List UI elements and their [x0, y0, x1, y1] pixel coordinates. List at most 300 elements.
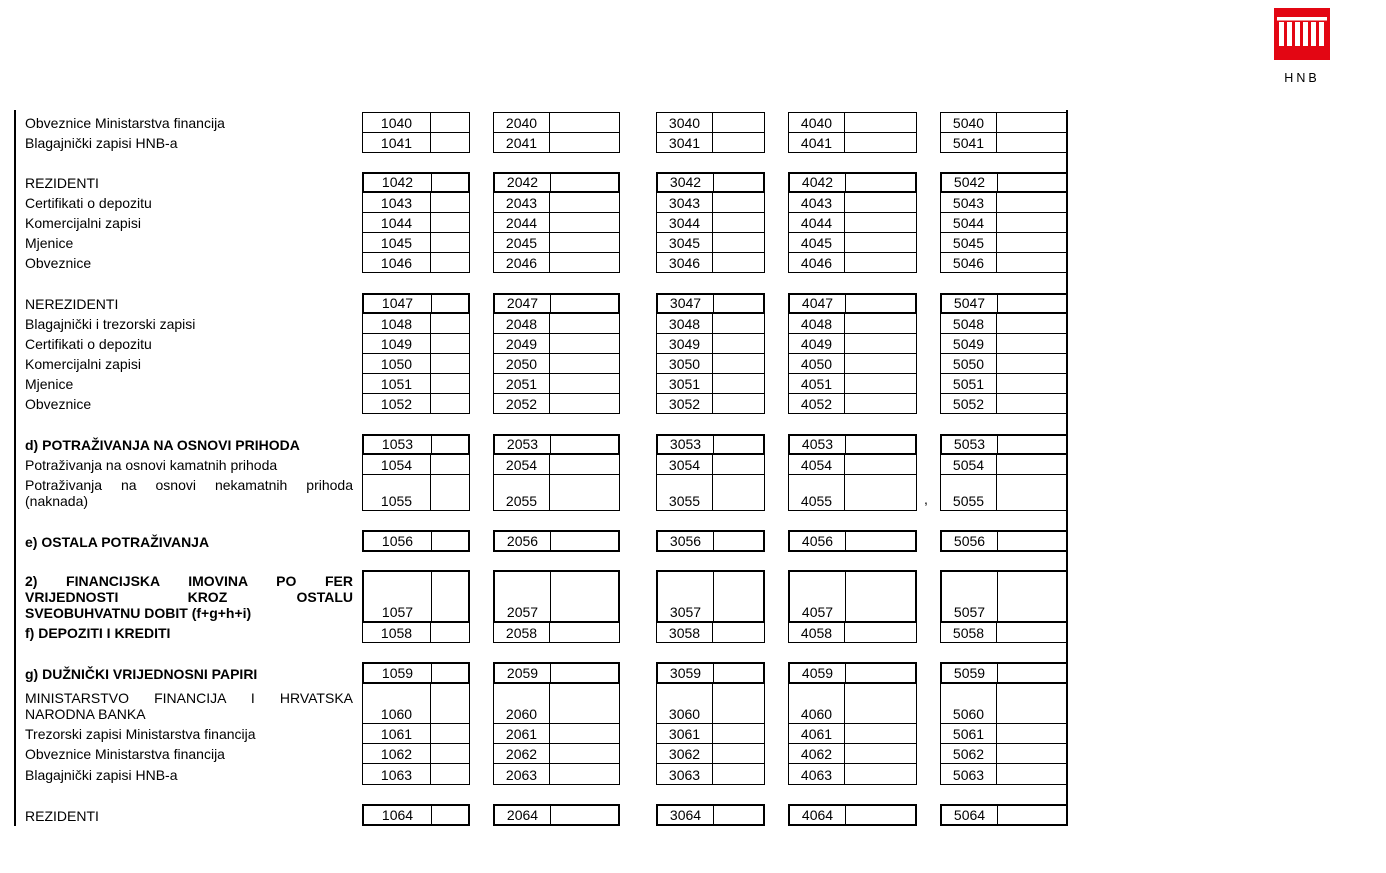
- value-input[interactable]: [551, 295, 618, 312]
- entry-cell[interactable]: [940, 743, 1068, 764]
- entry-cell[interactable]: [493, 454, 620, 475]
- value-input[interactable]: [845, 213, 916, 232]
- value-input[interactable]: [550, 133, 619, 152]
- value-input[interactable]: [845, 764, 916, 784]
- entry-cell[interactable]: [362, 804, 470, 826]
- value-input[interactable]: [713, 314, 764, 333]
- entry-cell[interactable]: [788, 212, 917, 233]
- value-input[interactable]: [714, 572, 763, 621]
- entry-cell[interactable]: [362, 373, 470, 394]
- value-input[interactable]: [997, 374, 1067, 393]
- item-code: 5061: [941, 724, 997, 743]
- item-code: 2064: [495, 806, 551, 824]
- item-code: 1047: [364, 295, 432, 312]
- item-code: 1054: [363, 455, 431, 474]
- value-input[interactable]: [846, 806, 915, 824]
- entry-cell[interactable]: [493, 313, 620, 334]
- entry-cell[interactable]: [493, 393, 620, 414]
- value-input[interactable]: [997, 744, 1067, 763]
- entry-cell[interactable]: [788, 683, 917, 724]
- entry-cell[interactable]: [362, 252, 470, 273]
- entry-cell[interactable]: [788, 434, 917, 455]
- value-input[interactable]: [550, 113, 619, 132]
- entry-cell[interactable]: [493, 353, 620, 374]
- entry-cell[interactable]: [656, 662, 765, 684]
- value-input[interactable]: [846, 174, 915, 191]
- value-input[interactable]: [550, 253, 619, 272]
- value-input[interactable]: [431, 684, 469, 723]
- value-input[interactable]: [714, 806, 763, 824]
- entry-cell[interactable]: [940, 434, 1068, 455]
- entry-cell[interactable]: [940, 333, 1068, 354]
- value-input[interactable]: [551, 174, 618, 191]
- value-input[interactable]: [432, 806, 468, 824]
- item-code: 2047: [495, 295, 551, 312]
- value-input[interactable]: [550, 314, 619, 333]
- entry-cell[interactable]: [940, 192, 1068, 213]
- entry-cell[interactable]: [656, 252, 765, 273]
- entry-cell[interactable]: [940, 530, 1068, 552]
- entry-cell[interactable]: [788, 293, 917, 314]
- value-input[interactable]: [713, 253, 764, 272]
- entry-cell[interactable]: [940, 662, 1068, 684]
- value-input[interactable]: [845, 314, 916, 333]
- value-input[interactable]: [431, 744, 469, 763]
- entry-cell[interactable]: [362, 393, 470, 414]
- entry-cell[interactable]: [940, 454, 1068, 475]
- value-input[interactable]: [998, 664, 1066, 682]
- value-input[interactable]: [997, 334, 1067, 353]
- item-code: 3058: [657, 623, 713, 642]
- item-code: 5041: [941, 133, 997, 152]
- value-input[interactable]: [997, 475, 1067, 510]
- entry-cell[interactable]: [656, 474, 765, 511]
- entry-cell[interactable]: [362, 622, 470, 643]
- entry-cell[interactable]: [656, 723, 765, 744]
- entry-cell[interactable]: [493, 293, 620, 314]
- entry-cell[interactable]: [656, 293, 765, 314]
- value-input[interactable]: [550, 744, 619, 763]
- value-input[interactable]: [845, 193, 916, 212]
- value-input[interactable]: [432, 532, 468, 550]
- row-label: Obveznice Ministarstva financija: [25, 746, 225, 762]
- value-input[interactable]: [846, 532, 915, 550]
- value-input[interactable]: [713, 233, 764, 252]
- value-input[interactable]: [845, 113, 916, 132]
- value-input[interactable]: [713, 623, 764, 642]
- item-code: 3057: [658, 572, 714, 621]
- entry-cell[interactable]: [656, 333, 765, 354]
- entry-cell[interactable]: [362, 132, 470, 153]
- entry-cell[interactable]: [362, 212, 470, 233]
- entry-cell[interactable]: [788, 172, 917, 193]
- value-input[interactable]: [713, 334, 764, 353]
- entry-cell[interactable]: [940, 212, 1068, 233]
- entry-cell[interactable]: [493, 474, 620, 511]
- row-label: [25, 477, 353, 509]
- row-label: Obveznice Ministarstva financija: [25, 115, 225, 131]
- value-input[interactable]: [551, 436, 618, 453]
- value-input[interactable]: [431, 193, 469, 212]
- value-input[interactable]: [713, 113, 764, 132]
- value-input[interactable]: [845, 253, 916, 272]
- entry-cell[interactable]: [362, 333, 470, 354]
- value-input[interactable]: [431, 475, 469, 510]
- value-input[interactable]: [846, 295, 915, 312]
- value-input[interactable]: [431, 623, 469, 642]
- value-input[interactable]: [432, 436, 468, 453]
- entry-cell[interactable]: [788, 530, 917, 552]
- item-code: 4046: [789, 253, 845, 272]
- entry-cell[interactable]: [656, 683, 765, 724]
- value-input[interactable]: [998, 806, 1066, 824]
- item-code: 4058: [789, 623, 845, 642]
- entry-cell[interactable]: [940, 393, 1068, 414]
- item-code: 2046: [494, 253, 550, 272]
- entry-cell[interactable]: [940, 353, 1068, 374]
- entry-cell[interactable]: [493, 570, 620, 623]
- entry-cell[interactable]: [362, 763, 470, 785]
- value-input[interactable]: [431, 113, 469, 132]
- entry-cell[interactable]: [493, 743, 620, 764]
- value-input[interactable]: [432, 295, 468, 312]
- entry-cell[interactable]: [788, 393, 917, 414]
- entry-cell[interactable]: [788, 232, 917, 253]
- value-input[interactable]: [551, 572, 618, 621]
- value-input[interactable]: [551, 532, 618, 550]
- entry-cell[interactable]: [493, 434, 620, 455]
- value-input[interactable]: [997, 623, 1067, 642]
- row-label: Blagajnički zapisi HNB-a: [25, 767, 178, 783]
- entry-cell[interactable]: [362, 662, 470, 684]
- entry-cell[interactable]: [656, 804, 765, 826]
- item-code: 1057: [364, 572, 432, 621]
- value-input[interactable]: [845, 133, 916, 152]
- value-input[interactable]: [431, 314, 469, 333]
- value-input[interactable]: [714, 532, 763, 550]
- value-input[interactable]: [551, 806, 618, 824]
- value-input[interactable]: [845, 744, 916, 763]
- entry-cell[interactable]: [493, 232, 620, 253]
- value-input[interactable]: [550, 394, 619, 413]
- entry-cell[interactable]: [493, 723, 620, 744]
- entry-cell[interactable]: [493, 373, 620, 394]
- item-code: 4042: [790, 174, 846, 191]
- entry-cell[interactable]: [940, 252, 1068, 273]
- value-input[interactable]: [998, 295, 1066, 312]
- entry-cell[interactable]: [362, 454, 470, 475]
- row-label-line: NARODNA BANKA: [25, 706, 146, 722]
- entry-cell[interactable]: [656, 393, 765, 414]
- entry-cell[interactable]: [656, 373, 765, 394]
- value-input[interactable]: [713, 213, 764, 232]
- value-input[interactable]: [713, 193, 764, 212]
- entry-cell[interactable]: [656, 530, 765, 552]
- item-code: 1049: [363, 334, 431, 353]
- entry-cell[interactable]: [656, 743, 765, 764]
- value-input[interactable]: [845, 475, 916, 510]
- item-code: 3051: [657, 374, 713, 393]
- entry-cell[interactable]: [788, 252, 917, 273]
- value-input[interactable]: [431, 374, 469, 393]
- value-input[interactable]: [845, 623, 916, 642]
- value-input[interactable]: [713, 354, 764, 373]
- value-input[interactable]: [550, 233, 619, 252]
- value-input[interactable]: [550, 354, 619, 373]
- entry-cell[interactable]: [362, 723, 470, 744]
- entry-cell[interactable]: [940, 373, 1068, 394]
- value-input[interactable]: [845, 684, 916, 723]
- value-input[interactable]: [997, 133, 1067, 152]
- value-input[interactable]: [431, 394, 469, 413]
- value-input[interactable]: [714, 174, 763, 191]
- value-input[interactable]: [713, 374, 764, 393]
- value-input[interactable]: [997, 193, 1067, 212]
- entry-cell[interactable]: [788, 804, 917, 826]
- item-code: 5049: [941, 334, 997, 353]
- entry-cell[interactable]: [493, 662, 620, 684]
- entry-cell[interactable]: [656, 212, 765, 233]
- value-input[interactable]: [431, 724, 469, 743]
- entry-cell[interactable]: [656, 454, 765, 475]
- value-input[interactable]: [997, 724, 1067, 743]
- entry-cell[interactable]: [656, 192, 765, 213]
- entry-cell[interactable]: [656, 112, 765, 133]
- value-input[interactable]: [550, 684, 619, 723]
- entry-cell[interactable]: [788, 743, 917, 764]
- entry-cell[interactable]: [362, 172, 470, 193]
- item-code: 1061: [363, 724, 431, 743]
- entry-cell[interactable]: [788, 723, 917, 744]
- entry-cell[interactable]: [940, 313, 1068, 334]
- value-input[interactable]: [431, 764, 469, 784]
- value-input[interactable]: [845, 455, 916, 474]
- value-input[interactable]: [550, 455, 619, 474]
- item-code: 5057: [942, 572, 998, 621]
- entry-cell[interactable]: [362, 293, 470, 314]
- entry-cell[interactable]: [940, 112, 1068, 133]
- entry-cell[interactable]: [656, 353, 765, 374]
- entry-cell[interactable]: [493, 622, 620, 643]
- row-label-line: (naknada): [25, 493, 89, 509]
- value-input[interactable]: [845, 354, 916, 373]
- item-code: 5050: [941, 354, 997, 373]
- item-code: 4045: [789, 233, 845, 252]
- value-input[interactable]: [997, 213, 1067, 232]
- entry-cell[interactable]: [788, 454, 917, 475]
- item-code: 1056: [364, 532, 432, 550]
- entry-cell[interactable]: [493, 192, 620, 213]
- entry-cell[interactable]: [940, 293, 1068, 314]
- entry-cell[interactable]: [656, 622, 765, 643]
- entry-cell[interactable]: [788, 132, 917, 153]
- entry-cell[interactable]: [362, 570, 470, 623]
- value-input[interactable]: [845, 334, 916, 353]
- entry-cell[interactable]: [656, 132, 765, 153]
- entry-cell[interactable]: [362, 434, 470, 455]
- item-code: 1040: [363, 113, 431, 132]
- entry-cell[interactable]: [493, 804, 620, 826]
- row-label-line: Potraživanja na osnovi nekamatnih prihoda: [25, 477, 353, 493]
- value-input[interactable]: [431, 213, 469, 232]
- entry-cell[interactable]: [656, 232, 765, 253]
- item-code: 4047: [790, 295, 846, 312]
- value-input[interactable]: [997, 764, 1067, 784]
- row-label: Obveznice: [25, 396, 92, 412]
- value-input[interactable]: [431, 233, 469, 252]
- value-input[interactable]: [713, 394, 764, 413]
- item-code: 3061: [657, 724, 713, 743]
- entry-cell[interactable]: [788, 353, 917, 374]
- entry-cell[interactable]: [940, 570, 1068, 623]
- entry-cell[interactable]: [788, 662, 917, 684]
- value-input[interactable]: [997, 684, 1067, 723]
- entry-cell[interactable]: [788, 570, 917, 623]
- value-input[interactable]: [550, 724, 619, 743]
- entry-cell[interactable]: [940, 723, 1068, 744]
- item-code: 1042: [364, 174, 432, 191]
- entry-cell[interactable]: [788, 112, 917, 133]
- value-input[interactable]: [713, 744, 764, 763]
- entry-cell[interactable]: [940, 622, 1068, 643]
- entry-cell[interactable]: [788, 763, 917, 785]
- value-input[interactable]: [431, 334, 469, 353]
- value-input[interactable]: [997, 394, 1067, 413]
- entry-cell[interactable]: [362, 474, 470, 511]
- entry-cell[interactable]: [362, 232, 470, 253]
- value-input[interactable]: [551, 664, 618, 682]
- value-input[interactable]: [550, 334, 619, 353]
- row-label: f) DEPOZITI I KREDITI: [25, 625, 171, 641]
- value-input[interactable]: [431, 133, 469, 152]
- value-input[interactable]: [846, 572, 915, 621]
- item-code: 4056: [790, 532, 846, 550]
- item-code: 2040: [494, 113, 550, 132]
- value-input[interactable]: [713, 475, 764, 510]
- entry-cell[interactable]: [362, 743, 470, 764]
- entry-cell[interactable]: [940, 474, 1068, 511]
- value-input[interactable]: [998, 572, 1066, 621]
- value-input[interactable]: [998, 174, 1066, 191]
- entry-cell[interactable]: [362, 192, 470, 213]
- value-input[interactable]: [550, 193, 619, 212]
- value-input[interactable]: [550, 213, 619, 232]
- value-input[interactable]: [714, 664, 763, 682]
- value-input[interactable]: [431, 354, 469, 373]
- value-input[interactable]: [845, 394, 916, 413]
- value-input[interactable]: [432, 664, 468, 682]
- entry-cell[interactable]: [362, 683, 470, 724]
- value-input[interactable]: [550, 764, 619, 784]
- entry-cell[interactable]: [940, 172, 1068, 193]
- entry-cell[interactable]: [788, 373, 917, 394]
- value-input[interactable]: [997, 354, 1067, 373]
- entry-cell[interactable]: [493, 132, 620, 153]
- item-code: 3044: [657, 213, 713, 232]
- value-input[interactable]: [713, 724, 764, 743]
- row-label: REZIDENTI: [25, 808, 99, 824]
- item-code: 3054: [657, 455, 713, 474]
- value-input[interactable]: [713, 455, 764, 474]
- entry-cell[interactable]: [362, 313, 470, 334]
- value-input[interactable]: [997, 314, 1067, 333]
- item-code: 4044: [789, 213, 845, 232]
- value-input[interactable]: [431, 455, 469, 474]
- value-input[interactable]: [713, 133, 764, 152]
- row-label-line: SVEOBUHVATNU DOBIT (f+g+h+i): [25, 605, 252, 621]
- entry-cell[interactable]: [656, 763, 765, 785]
- value-input[interactable]: [550, 475, 619, 510]
- entry-cell[interactable]: [493, 530, 620, 552]
- item-code: 2044: [494, 213, 550, 232]
- row-label: Komercijalni zapisi: [25, 356, 141, 372]
- value-input[interactable]: [845, 233, 916, 252]
- entry-cell[interactable]: [493, 212, 620, 233]
- value-input[interactable]: [714, 436, 763, 453]
- value-input[interactable]: [997, 253, 1067, 272]
- value-input[interactable]: [997, 113, 1067, 132]
- value-input[interactable]: [846, 436, 915, 453]
- value-input[interactable]: [845, 374, 916, 393]
- value-input[interactable]: [432, 174, 468, 191]
- entry-cell[interactable]: [493, 172, 620, 193]
- entry-cell[interactable]: [940, 232, 1068, 253]
- entry-cell[interactable]: [493, 763, 620, 785]
- item-code: 1059: [364, 664, 432, 682]
- value-input[interactable]: [713, 764, 764, 784]
- entry-cell[interactable]: [362, 112, 470, 133]
- value-input[interactable]: [714, 295, 763, 312]
- value-input[interactable]: [550, 374, 619, 393]
- entry-cell[interactable]: [788, 313, 917, 334]
- left-margin-line: [14, 110, 16, 826]
- item-code: 1051: [363, 374, 431, 393]
- value-input[interactable]: [846, 664, 915, 682]
- value-input[interactable]: [431, 253, 469, 272]
- entry-cell[interactable]: [940, 132, 1068, 153]
- entry-cell[interactable]: [656, 172, 765, 193]
- entry-cell[interactable]: [788, 622, 917, 643]
- entry-cell[interactable]: [940, 804, 1068, 826]
- value-input[interactable]: [997, 233, 1067, 252]
- entry-cell[interactable]: [788, 474, 917, 511]
- item-code: 5044: [941, 213, 997, 232]
- entry-cell[interactable]: [940, 763, 1068, 785]
- entry-cell[interactable]: [362, 530, 470, 552]
- entry-cell[interactable]: [493, 252, 620, 273]
- value-input[interactable]: [845, 724, 916, 743]
- value-input[interactable]: [997, 455, 1067, 474]
- entry-cell[interactable]: [656, 434, 765, 455]
- entry-cell[interactable]: [493, 333, 620, 354]
- entry-cell[interactable]: [788, 192, 917, 213]
- value-input[interactable]: [713, 684, 764, 723]
- entry-cell[interactable]: [493, 112, 620, 133]
- value-input[interactable]: [432, 572, 468, 621]
- item-code: 5055: [941, 475, 997, 510]
- entry-cell[interactable]: [940, 683, 1068, 724]
- entry-cell[interactable]: [656, 570, 765, 623]
- value-input[interactable]: [998, 436, 1066, 453]
- value-input[interactable]: [998, 532, 1066, 550]
- entry-cell[interactable]: [656, 313, 765, 334]
- item-code: 4054: [789, 455, 845, 474]
- entry-cell[interactable]: [493, 683, 620, 724]
- value-input[interactable]: [550, 623, 619, 642]
- entry-cell[interactable]: [362, 353, 470, 374]
- item-code: 3063: [657, 764, 713, 784]
- entry-cell[interactable]: [788, 333, 917, 354]
